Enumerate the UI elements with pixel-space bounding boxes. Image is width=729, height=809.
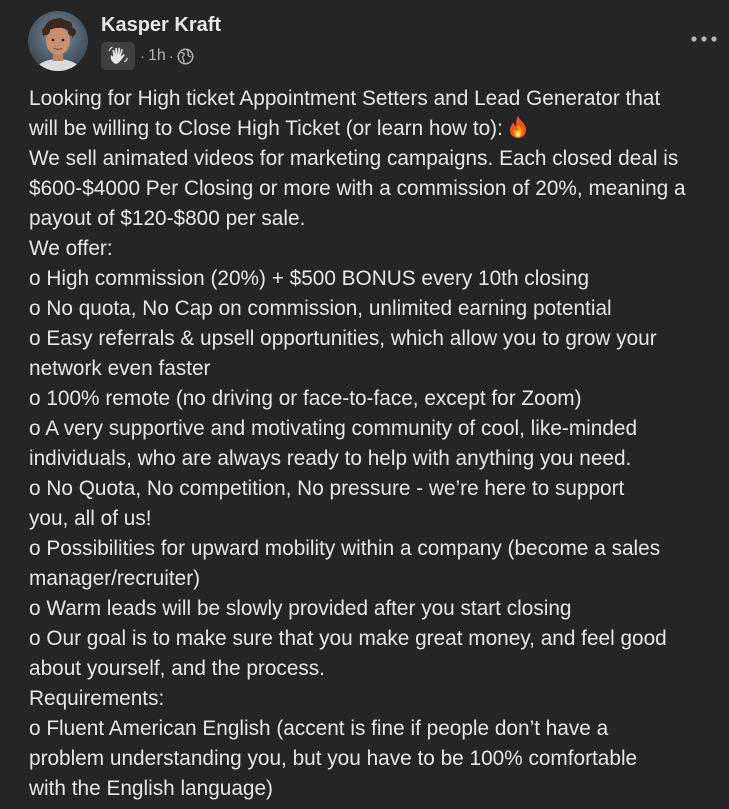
avatar-image	[28, 11, 88, 71]
post-time[interactable]: 1h	[148, 47, 166, 64]
post-line: o 100% remote (no driving or face-to-face, except for Zoom)	[29, 387, 582, 410]
post-line: with the English language)	[29, 777, 273, 800]
post-line: manager/recruiter)	[29, 567, 201, 590]
post-line: about yourself, and the process.	[29, 657, 325, 680]
more-options-icon[interactable]	[680, 25, 728, 53]
meta-separator: ·	[168, 47, 174, 65]
meta-separator: ·	[140, 47, 145, 65]
post-line: o A very supportive and motivating community of cool, like-minded	[29, 417, 638, 440]
post-line: payout of $120-$800 per sale.	[29, 207, 306, 230]
post-line: network even faster	[29, 357, 211, 380]
post-header	[28, 11, 728, 71]
fire-emoji-icon	[507, 115, 529, 139]
post-line: o Warm leads will be slowly provided after you start closing	[29, 597, 572, 620]
post-line: $600-$4000 Per Closing or more with a commission of 20%, meaning a	[29, 177, 686, 200]
post-line: o Fluent American English (accent is fine if people don’t have a	[29, 717, 609, 740]
post-line: We offer:	[29, 237, 113, 260]
post-line: Requirements:	[29, 687, 165, 710]
post-line: o No Quota, No competition, No pressure - we’re here to support	[29, 477, 625, 500]
post-line: o Easy referrals & upsell opportunities, which allow you to grow your	[29, 327, 657, 350]
post-line: you, all of us!	[29, 507, 152, 530]
waving-hand-icon[interactable]	[101, 42, 135, 70]
post-line-text: will be willing to Close High Ticket (or learn how to):	[29, 117, 503, 140]
author-name[interactable]: Kasper Kraft	[101, 14, 222, 36]
author-avatar[interactable]	[28, 11, 88, 71]
post-meta	[101, 42, 194, 70]
post-line: problem understanding you, but you have to be 100% comfortable	[29, 747, 638, 770]
post-line: Looking for High ticket Appointment Setters and Lead Generator that	[29, 87, 661, 110]
post-line: We sell animated videos for marketing campaigns. Each closed deal is	[29, 147, 679, 170]
post-line: o Our goal is to make sure that you make great money, and feel good	[29, 627, 667, 650]
post-line	[29, 114, 729, 144]
globe-icon[interactable]	[177, 48, 194, 65]
post-body	[29, 84, 729, 804]
post-line: o High commission (20%) + $500 BONUS every 10th closing	[29, 267, 590, 290]
post-line: individuals, who are always ready to help with anything you need.	[29, 447, 632, 470]
post-line: o No quota, No Cap on commission, unlimited earning potential	[29, 297, 612, 320]
post-line: o Possibilities for upward mobility within a company (become a sales	[29, 537, 661, 560]
